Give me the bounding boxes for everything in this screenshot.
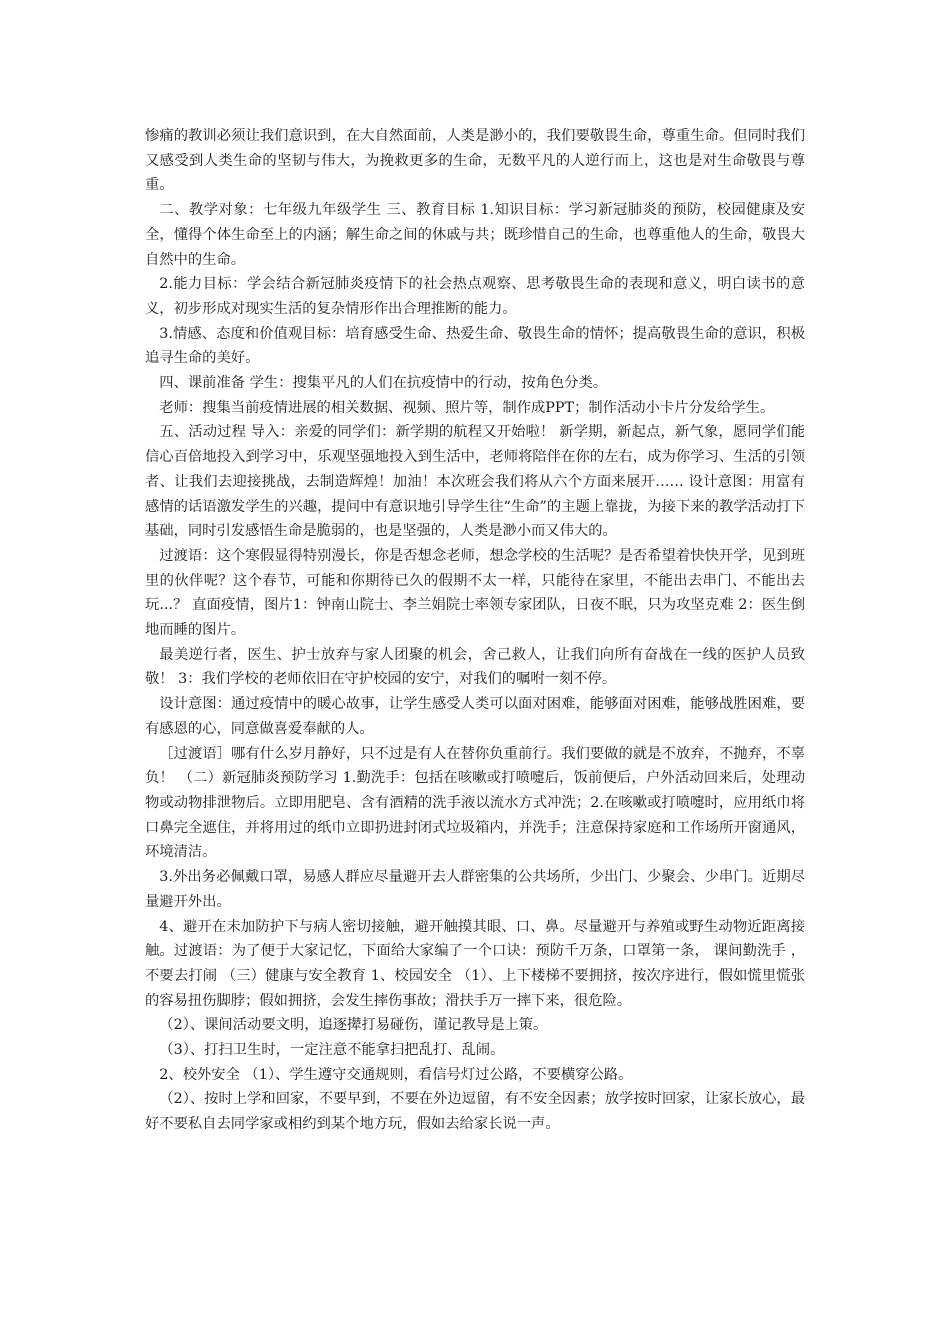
paragraph-avoid-contact: 4、避开在未加防护下与病人密切接触，避开触摸其眼、口、鼻。尽量避开与养殖或野生动物近距离接触。过渡语：为了便于大家记忆，下面给大家编了一个口诀：预防千万条，口罩第一条， 课间勤洗手 ，不要去打闹 （三）健康与安全教育 1、校园安全 （1）、上下楼梯不要拥挤，按次序进行，假如慌里慌张的容易扭伤脚脖；假如拥挤，会发生摔伤事故；滑扶手万一摔下来，很危险。	[145, 918, 805, 1009]
paragraph-prevention-study: ［过渡语］哪有什么岁月静好，只不过是有人在替你负重前行。我们要做的就是不放弃，不抛弃，不辜负！ （二）新冠肺炎预防学习 1.勤洗手：包括在咳嗽或打喷嚏后，饭前便后，户外活动回来后，处理动物或动物排泄物后。立即用肥皂、含有酒精的洗手液以流水方式冲洗；2.在咳嗽或打喷嚏时，应用纸巾将口鼻完全遮住，并将用过的纸巾立即扔进封闭式垃圾箱内，并洗手；注意保持家庭和工作场所开窗通风，环境清洁。	[145, 745, 805, 861]
document-page	[145, 124, 805, 1137]
paragraph-retrograde-heroes: 最美逆行者，医生、护士放弃与家人团聚的机会，舍己救人，让我们向所有奋战在一线的医护人员致敬！ 3：我们学校的老师依旧在守护校园的安宁，对我们的嘱咐一刻不停。	[145, 646, 805, 688]
paragraph-go-home: （2）、按时上学和回家，不要早到，不要在外边逗留，有不安全因素；放学按时回家，让家长放心，最好不要私自去同学家或相约到某个地方玩，假如去给家长说一声。	[145, 1091, 805, 1133]
paragraph-activity-intro: 五、活动过程 导入：亲爱的同学们：新学期的航程又开始啦！ 新学期，新起点，新气象，愿同学们能信心百倍地投入到学习中，乐观坚强地投入到生活中，老师将陪伴在你的左右，成为你学习、生活的引领者、让我们去迎接挑战，去制造辉煌！加油！本次班会我们将从六个方面来展开…… 设计意图：用富有感情的话语激发学生的兴趣，提问中有意识地引导学生往“生命”的主题上靠拢，为接下来的教学活动打下基础，同时引发感悟生命是脆弱的，也是坚强的，人类是渺小而又伟大的。	[145, 424, 805, 540]
paragraph-objectives: 二、教学对象：七年级九年级学生 三、教育目标 1.知识目标：学习新冠肺炎的预防，校园健康及安全，懂得个体生命至上的内涵；解生命之间的休戚与共；既珍惜自己的生命，也尊重他人的生命，敬畏大自然中的生命。	[145, 202, 805, 268]
paragraph-off-campus: 2、校外安全 （1）、学生遵守交通规则，看信号灯过公路，不要横穿公路。	[159, 1066, 633, 1083]
paragraph-ability-goal: 2.能力目标：学会结合新冠肺炎疫情下的社会热点观察、思考敬畏生命的表现和意义，明白读书的意义，初步形成对现实生活的复杂情形作出合理推断的能力。	[145, 276, 805, 317]
paragraph-design-intent: 设计意图：通过疫情中的暖心故事，让学生感受人类可以面对困难，能够面对困难，能够战胜困难，要有感恩的心，同意做喜爱奉献的人。	[145, 696, 805, 737]
paragraph-break-activities: （2）、课间活动要文明，追逐撵打易碰伤，谨记教导是上策。	[159, 1017, 548, 1034]
paragraph-mask: 3.外出务必佩戴口罩，易感人群应尽量避开去人群密集的公共场所，少出门、少聚会、少串门。近期尽量避开外出。	[145, 869, 805, 910]
paragraph-intro: 惨痛的教训必须让我们意识到，在大自然面前，人类是渺小的，我们要敬畏生命，尊重生命。但同时我们又感受到人类生命的坚韧与伟大，为挽救更多的生命，无数平凡的人逆行而上，这也是对生命敬畏与尊重。	[145, 128, 805, 194]
paragraph-preparation-teacher: 老师：搜集当前疫情进展的相关数据、视频、照片等，制作成PPT；制作活动小卡片分发给学生。	[159, 399, 775, 416]
paragraph-transition-winter: 过渡语：这个寒假显得特别漫长，你是否想念老师，想念学校的生活呢？是否希望着快快开学，见到班里的伙伴呢？这个春节，可能和你期待已久的假期不太一样，只能待在家里，不能出去串门、不能出去玩...？ 直面疫情，图片1：钟南山院士、李兰娟院士率领专家团队，日夜不眠，只为攻坚克难 2：医生倒地而睡的图片。	[145, 547, 805, 639]
paragraph-emotion-goal: 3.情感、态度和价值观目标：培育感受生命、热爱生命、敬畏生命的情怀；提高敬畏生命的意识，积极追寻生命的美好。	[145, 325, 805, 367]
paragraph-cleaning: （3）、打扫卫生时，一定注意不能拿扫把乱打、乱闹。	[159, 1042, 505, 1059]
paragraph-preparation-students: 四、课前准备 学生：搜集平凡的人们在抗疫情中的行动，按角色分类。	[159, 375, 608, 392]
